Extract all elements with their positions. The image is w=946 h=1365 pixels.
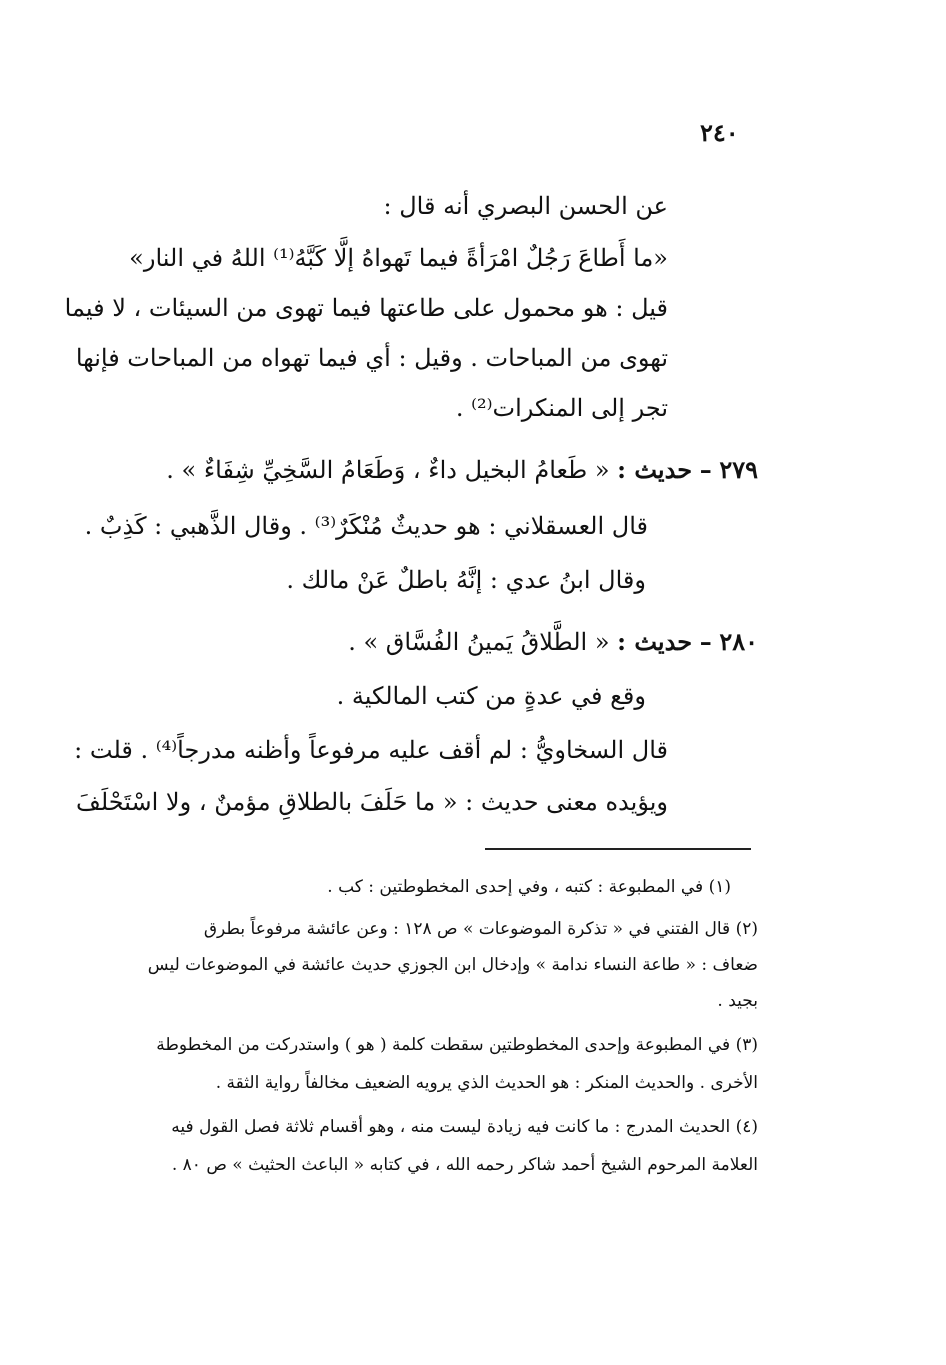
- main-text-line-5: تجر إلى المنكرات⁽²⁾ .: [455, 394, 668, 422]
- main-text-line-2: «ما أَطاعَ رَجُلٌ امْرَأةً فيما تَهواهُ إلَّا كَبَّهُ⁽¹⁾ اللهُ في النار»: [129, 244, 668, 272]
- page-number: ٢٤٠: [700, 118, 739, 147]
- hadith-280-comment-3: ويؤيده معنى حديث : « ما حَلَفَ بالطلاقِ مؤمنٌ ، ولا اسْتَحْلَفَ: [76, 788, 668, 816]
- hadith-280-text: « الطَّلاقُ يَمينُ الفُسَّاق » .: [348, 628, 610, 656]
- hadith-280-dash: –: [699, 627, 712, 656]
- hadith-280-comment-2: قال السخاويُّ : لم أقف عليه مرفوعاً وأظنه مدرجاً⁽⁴⁾ . قلت :: [74, 736, 668, 764]
- hadith-279-keyword: حديث :: [617, 455, 693, 484]
- footnote-4-line-1: (٤) الحديث المدرج : ما كانت فيه زيادة ليست منه ، وهو أقسام ثلاثة فصل القول فيه: [171, 1117, 758, 1137]
- hadith-279-comment-2: وقال ابنُ عدي : إنَّهُ باطلٌ عَنْ مالك .: [286, 566, 646, 594]
- hadith-280-number: ٢٨٠: [719, 627, 758, 656]
- footnote-1: (١) في المطبوعة : كتبه ، وفي إحدى المخطوطتين : كب .: [327, 877, 731, 897]
- main-text-line-1: عن الحسن البصري أنه قال :: [383, 192, 668, 220]
- footnote-2-line-1: (٢) قال الفتني في « تذكرة الموضوعات » ص ١٢٨ : وعن عائشة مرفوعاً بطرق: [203, 919, 758, 939]
- hadith-279-dash: –: [699, 455, 712, 484]
- footnote-4-line-2: العلامة المرحوم الشيخ أحمد شاكر رحمه الله ، في كتابه « الباعث الحثيث » ص ٨٠ .: [171, 1155, 758, 1175]
- footnote-2-line-3: بجيد .: [717, 991, 758, 1011]
- main-text-line-3: قيل : هو محمول على طاعتها فيما تهوى من السيئات ، لا فيما: [64, 294, 668, 322]
- footnote-3-line-1: (٣) في المطبوعة وإحدى المخطوطتين سقطت كلمة ( هو ) واستدركت من المخطوطة: [156, 1035, 758, 1055]
- hadith-280-keyword: حديث :: [617, 627, 693, 656]
- hadith-280-comment-1: وقع في عدةٍ من كتب المالكية .: [336, 682, 646, 710]
- hadith-279-heading: [38, 450, 758, 490]
- footnote-separator: [485, 848, 751, 850]
- footnote-3-line-2: الأخرى . والحديث المنكر : هو الحديث الذي يرويه الضعيف مخالفاً رواية الثقة .: [215, 1073, 758, 1093]
- hadith-279-number: ٢٧٩: [719, 455, 758, 484]
- hadith-279-text: « طَعامُ البخيل داءٌ ، وَطَعَامُ السَّخِيِّ شِفَاءٌ » .: [166, 456, 610, 484]
- hadith-279-comment-1: قال العسقلاني : هو حديثٌ مُنْكَرٌ⁽³⁾ . وقال الذَّهبي : كَذِبٌ .: [84, 512, 648, 540]
- footnote-2-line-2: ضعاف : « طاعة النساء ندامة » وإدخال ابن الجوزي حديث عائشة في الموضوعات ليس: [147, 955, 758, 975]
- main-text-line-4: تهوى من المباحات . وقيل : أي فيما تهواه من المباحات فإنها: [75, 344, 668, 372]
- hadith-280-heading: [38, 622, 758, 662]
